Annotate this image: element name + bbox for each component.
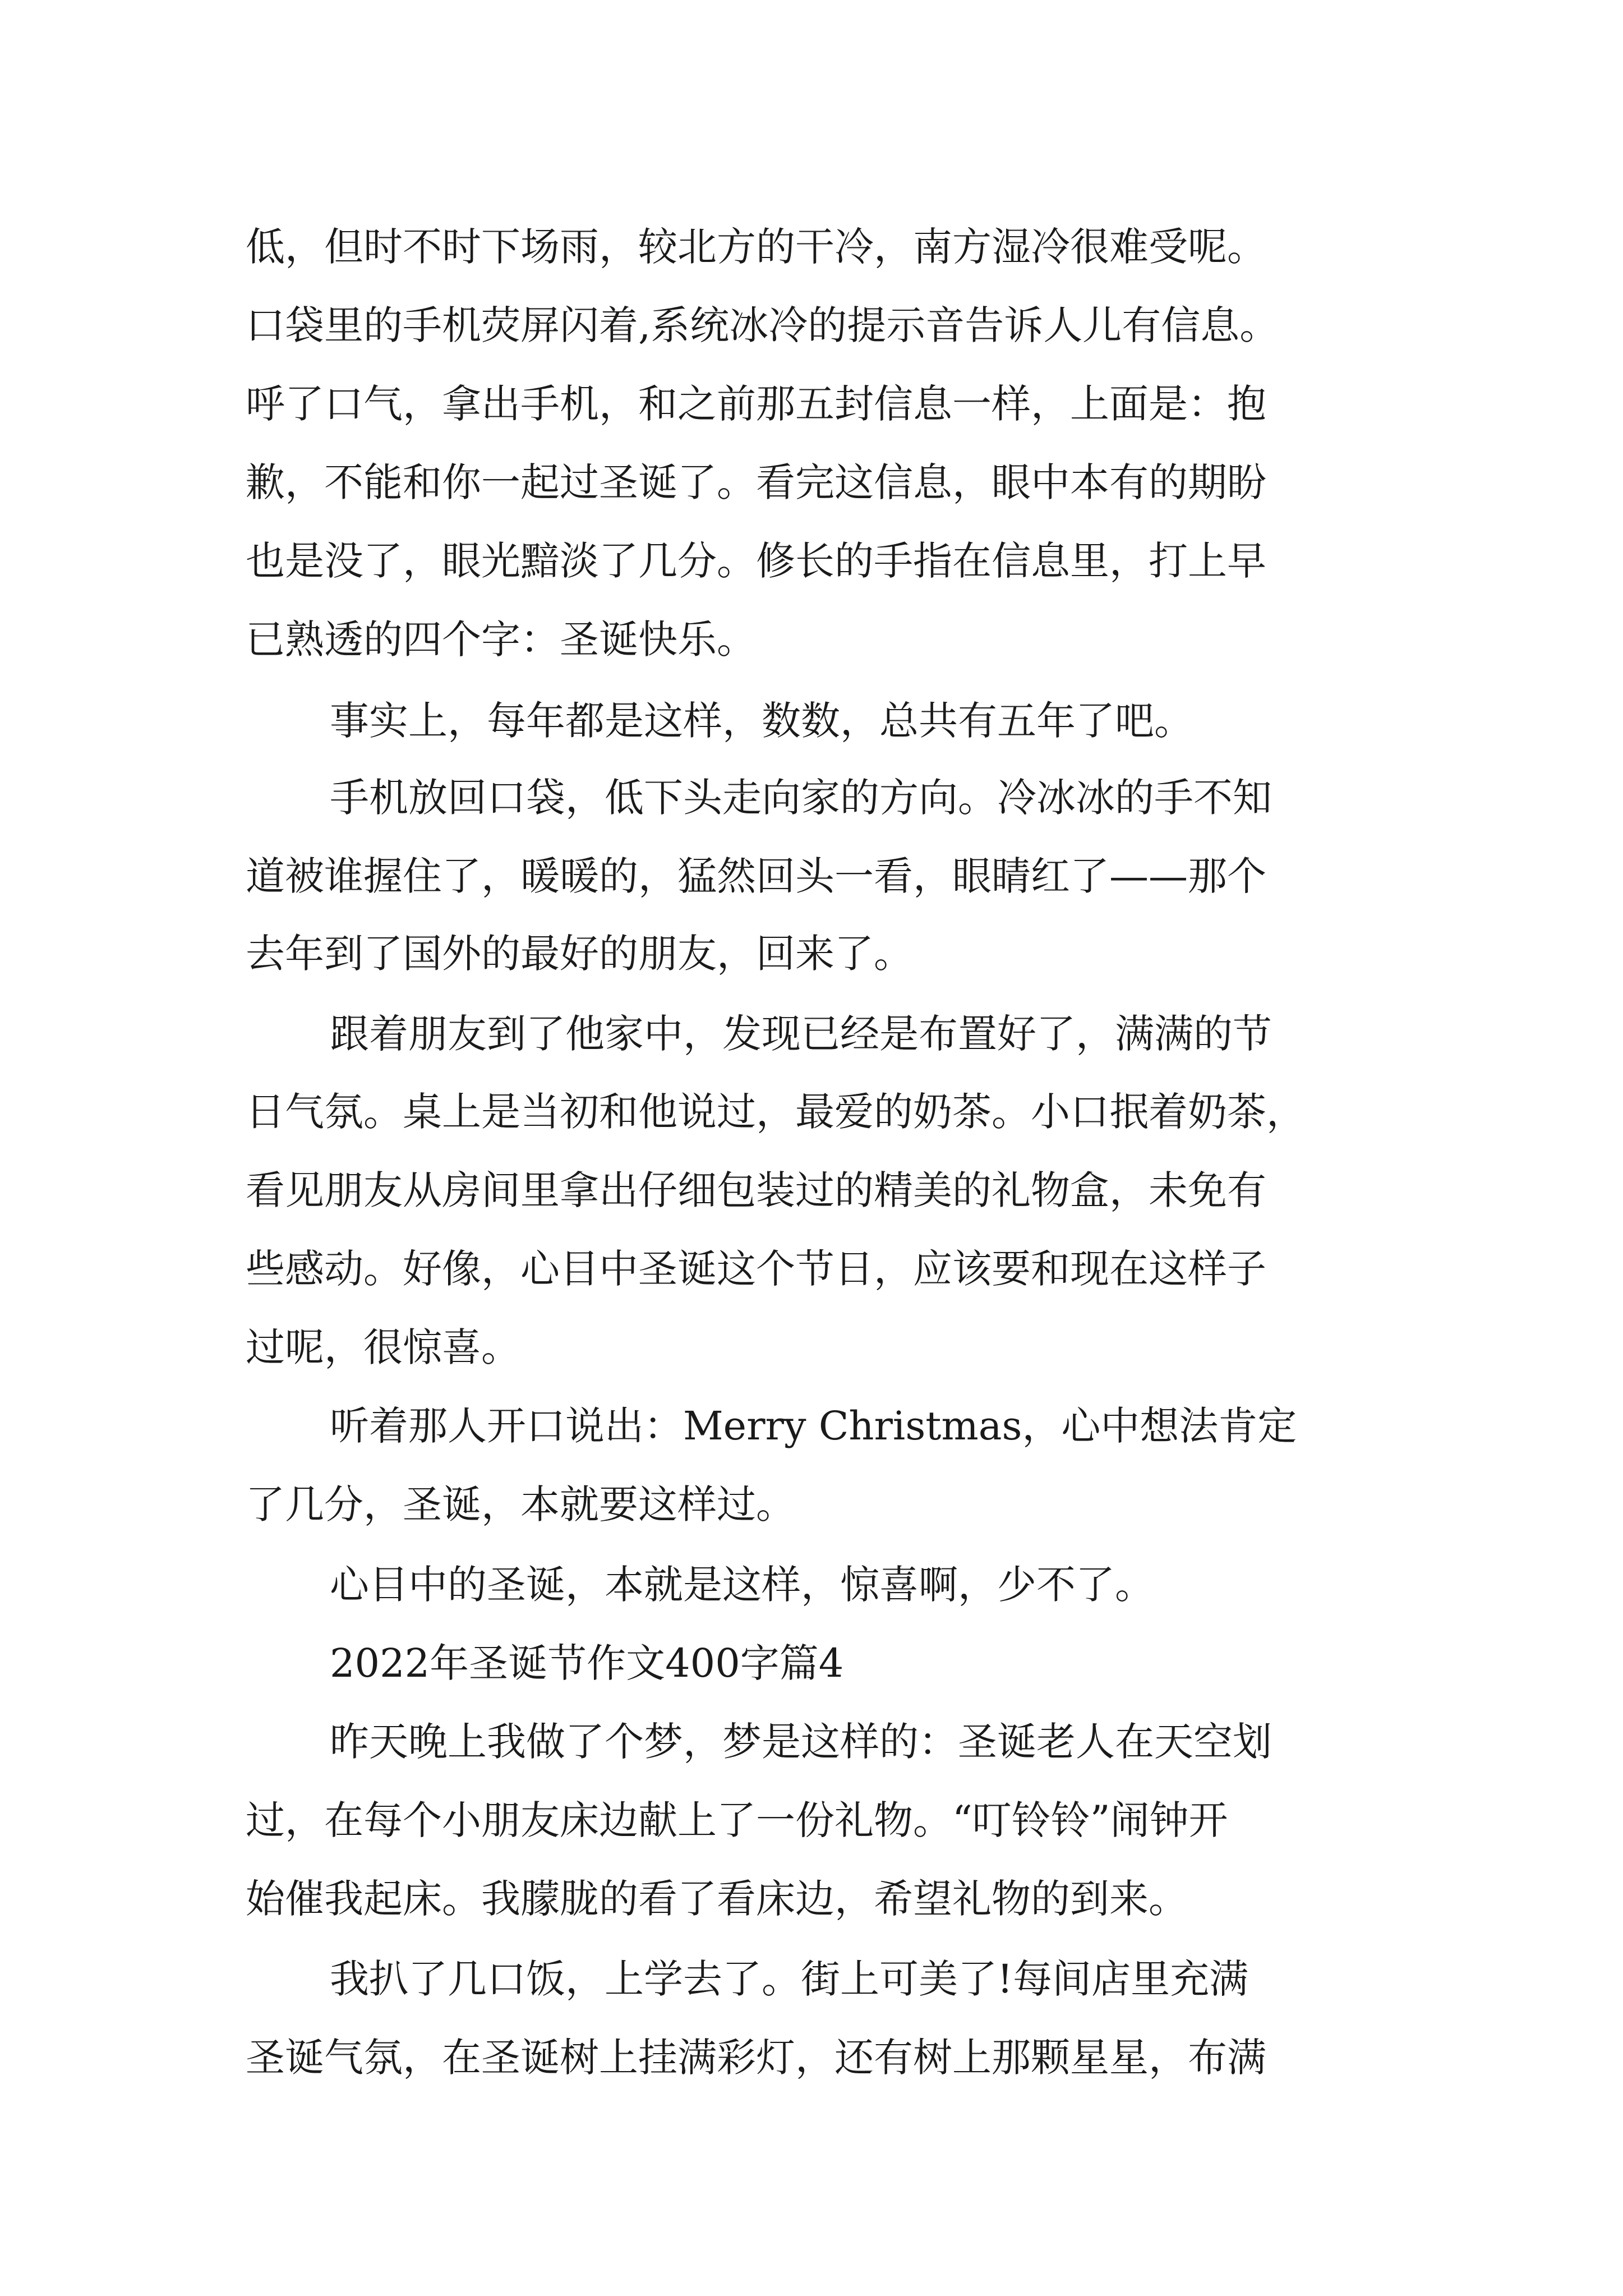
text-line: 看见朋友从房间里拿出仔细包装过的精美的礼物盒，未免有	[246, 1167, 1266, 1213]
text-line: 事实上，每年都是这样，数数，总共有五年了吧。	[330, 698, 1193, 744]
text-line: 我扒了几口饭，上学去了。街上可美了!每间店里充满	[330, 1956, 1249, 2002]
text-line: 呼了口气，拿出手机，和之前那五封信息一样，上面是：抱	[246, 381, 1266, 427]
text-line: 些感动。好像，心目中圣诞这个节日，应该要和现在这样子	[246, 1246, 1266, 1292]
text-line: 圣诞气氛，在圣诞树上挂满彩灯，还有树上那颗星星，布满	[246, 2035, 1266, 2081]
text-line: 心目中的圣诞，本就是这样，惊喜啊，少不了。	[330, 1562, 1154, 1608]
text-line: 2022年圣诞节作文400字篇4	[330, 1640, 844, 1686]
text-line: 低，但时不时下场雨，较北方的干冷，南方湿冷很难受呢。	[246, 224, 1266, 270]
text-line: 已熟透的四个字：圣诞快乐。	[246, 616, 756, 662]
text-line: 了几分，圣诞，本就要这样过。	[246, 1481, 795, 1527]
text-line: 过呢，很惊喜。	[246, 1324, 520, 1370]
text-line: 去年到了国外的最好的朋友，回来了。	[246, 931, 913, 977]
text-line: 也是没了，眼光黯淡了几分。修长的手指在信息里，打上早	[246, 538, 1266, 584]
text-line: 手机放回口袋，低下头走向家的方向。冷冰冰的手不知	[330, 775, 1272, 821]
text-line: 道被谁握住了，暖暖的，猛然回头一看，眼睛红了——那个	[246, 853, 1266, 899]
text-line: 口袋里的手机荧屏闪着,系统冰冷的提示音告诉人儿有信息。	[246, 302, 1279, 348]
text-line: 始催我起床。我朦胧的看了看床边，希望礼物的到来。	[246, 1876, 1188, 1922]
text-line: 日气氛。桌上是当初和他说过，最爱的奶茶。小口抿着奶茶，	[246, 1089, 1306, 1135]
text-line: 歉，不能和你一起过圣诞了。看完这信息，眼中本有的期盼	[246, 459, 1266, 505]
text-line: 昨天晚上我做了个梦，梦是这样的：圣诞老人在天空划	[330, 1719, 1272, 1765]
text-line: 听着那人开口说出：Merry Christmas，心中想法肯定	[330, 1403, 1297, 1449]
text-line: 跟着朋友到了他家中，发现已经是布置好了，满满的节	[330, 1011, 1272, 1057]
text-line: 过，在每个小朋友床边献上了一份礼物。“叮铃铃”闹钟开	[246, 1797, 1228, 1843]
